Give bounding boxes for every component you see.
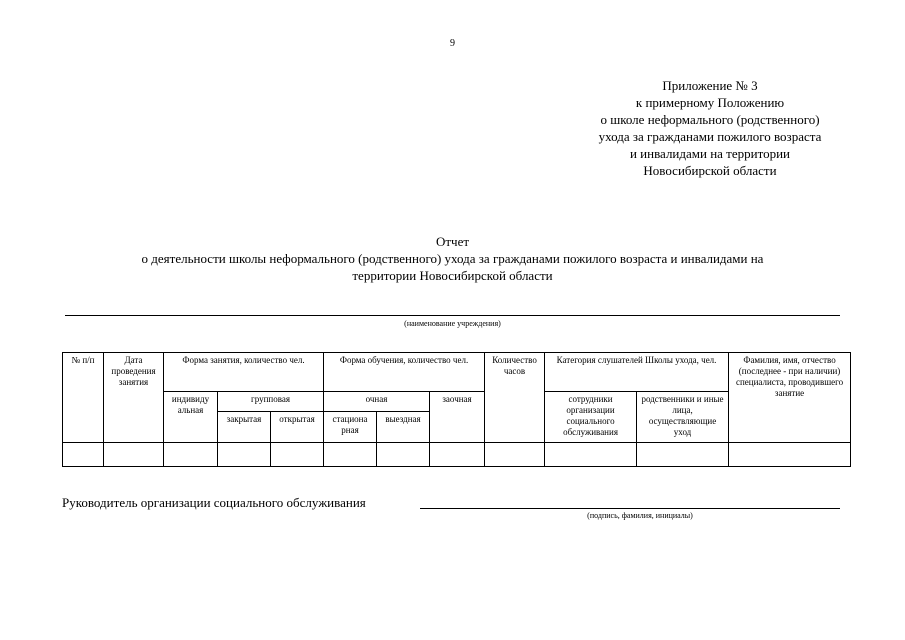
organization-name-line — [65, 315, 840, 316]
appendix-line: Новосибирской области — [643, 163, 777, 178]
table-cell — [545, 443, 637, 467]
sub-header-closed: закрытая — [218, 412, 271, 443]
appendix-line: к примерному Положению — [635, 95, 785, 110]
table-cell — [164, 443, 218, 467]
table-cell — [377, 443, 430, 467]
sub-header-group: групповая — [218, 392, 324, 412]
appendix-line: и инвалидами на территории — [629, 146, 791, 161]
sub-header-staff: сотрудники организации социального обслуживания — [545, 392, 637, 443]
table-row — [63, 443, 851, 467]
table-cell — [637, 443, 729, 467]
sub-header-stationary: стациона рная — [324, 412, 377, 443]
signature-caption: (подпись, фамилия, инициалы) — [587, 511, 693, 520]
sub-header-correspondence: заочная — [430, 392, 485, 443]
appendix-line: ухода за гражданами пожилого возраста — [598, 129, 822, 144]
organization-name-caption: (наименование учреждения) — [404, 319, 501, 328]
appendix-line: Приложение № 3 — [662, 78, 758, 93]
col-header-study-form: Форма обучения, количество чел. — [324, 353, 485, 392]
appendix-line: о школе неформального (родственного) — [600, 112, 820, 127]
sub-header-visiting: выездная — [377, 412, 430, 443]
report-heading — [40, 233, 865, 284]
col-header-specialist: Фамилия, имя, отчество (последнее - при наличии) специалиста, проводившего занятие — [729, 353, 851, 443]
report-subtitle: территории Новосибирской области — [352, 268, 553, 283]
page-number: 9 — [450, 38, 455, 49]
table-cell — [218, 443, 271, 467]
col-header-class-form: Форма занятия, количество чел. — [164, 353, 324, 392]
col-header-number: № п/п — [63, 353, 104, 443]
col-header-hours: Количество часов — [485, 353, 545, 443]
col-header-date: Дата проведения занятия — [104, 353, 164, 443]
sub-header-open: открытая — [271, 412, 324, 443]
table-cell — [271, 443, 324, 467]
signature-label: Руководитель организации социального обслуживания — [62, 495, 366, 510]
sub-header-individual: индивиду альная — [164, 392, 218, 443]
report-subtitle: о деятельности школы неформального (родственного) ухода за гражданами пожилого возраста и инвалидами на — [141, 251, 764, 266]
appendix-header — [560, 77, 860, 179]
sub-header-relatives: родственники и иные лица, осуществляющие уход — [637, 392, 729, 443]
table-cell — [63, 443, 104, 467]
table-cell — [729, 443, 851, 467]
report-table — [62, 352, 851, 467]
sub-header-fulltime: очная — [324, 392, 430, 412]
table-cell — [430, 443, 485, 467]
col-header-category: Категория слушателей Школы ухода, чел. — [545, 353, 729, 392]
signature-line — [420, 508, 840, 509]
table-cell — [324, 443, 377, 467]
table-cell — [485, 443, 545, 467]
table-cell — [104, 443, 164, 467]
report-title: Отчет — [435, 234, 470, 249]
